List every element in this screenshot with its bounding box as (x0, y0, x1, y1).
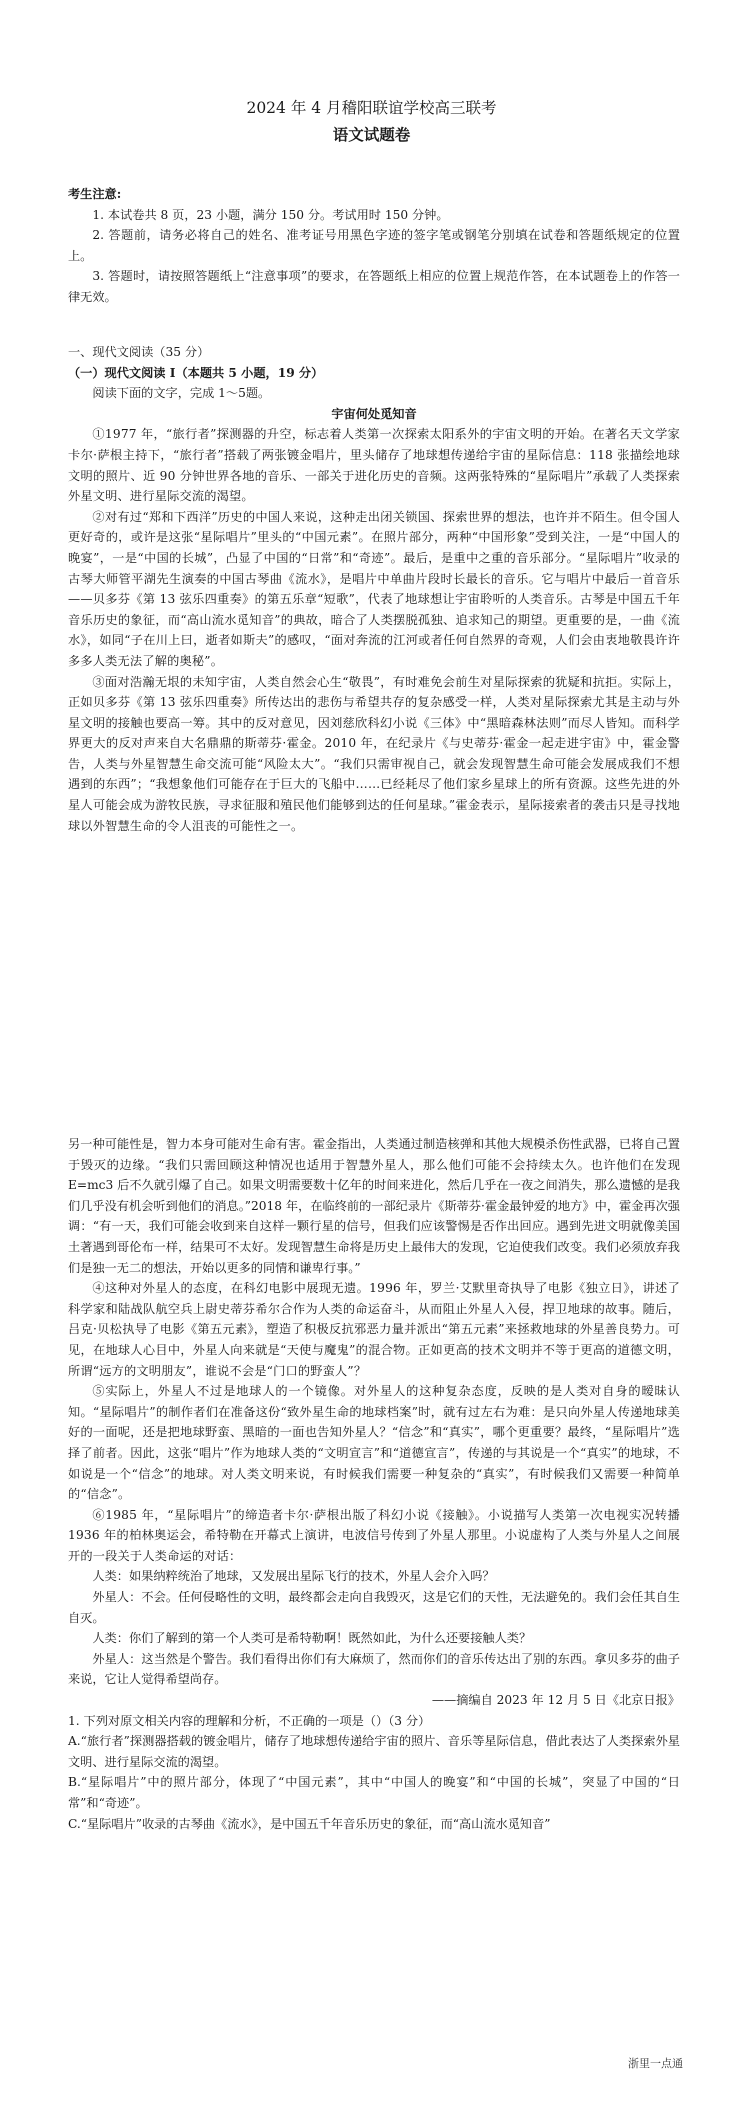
question-stem: 1. 下列对原文相关内容的理解和分析，不正确的一项是（）（3 分） (68, 1713, 431, 1728)
article-paragraph: ③面对浩瀚无垠的未知宇宙，人类自然会心生“敬畏”，有时难免会前生对星际探索的犹疑和抗拒。实际上，正如贝多芬《第 13 弦乐四重奏》所传达出的悲伤与希望共存的复杂感受一样，人类对星际探索尤其是主动与外星文明的接触也要高一筹。其中的反对意见，因刘慈欣科幻小说《三体》中“黑暗森林法则”而尽人皆知。而科学界更大的反对声来自大名鼎鼎的斯蒂芬·霍金。2010 年，在纪录片《与史蒂芬·霍金一起走进宇宙》中，霍金警告，人类与外星智慧生命交流可能“风险太大”。“我们只需审视自己，就会发现智慧生命可能会发展成我们不想遇到的东西”；“我想象他们可能存在于巨大的飞船中……已经耗尽了他们家乡星球上的所有资源。这些先进的外星人可能会成为游牧民族，寻求征服和殖民他们能够到达的任何星球。”霍金表示，星际接索者的袭击只是寻找地球以外智慧生命的令人沮丧的可能性之一。 (68, 674, 680, 833)
section-heading: 一、现代文阅读（35 分） (68, 345, 210, 359)
reading-section (68, 342, 680, 836)
notice-heading: 考生注意: (68, 187, 122, 201)
article-paragraph: ①1977 年，“旅行者”探测器的升空，标志着人类第一次探索太阳系外的宇宙文明的开始。在著名天文学家卡尔·萨根主持下，“旅行者”搭载了两张镀金唱片，里头储存了地球想传递给宇宙的星际信息：118 张描绘地球文明的照片、近 90 分钟世界各地的音乐、一部关于进化历史的音频。这两张特殊的“星际唱片”承载了人类探索外星文明、进行星际交流的渴望。 (68, 427, 680, 504)
notice-block (68, 184, 680, 308)
article-title: 宇宙何处觅知音 (331, 406, 417, 421)
reading-section-continued (68, 1134, 680, 1834)
brand-mark: 浙里一点通 (628, 2057, 683, 2070)
question-option: A.“旅行者”探测器搭载的镀金唱片，储存了地球想传递给宇宙的照片、音乐等星际信息，借此表达了人类探索外星文明、进行星际交流的渴望。 (68, 1734, 680, 1769)
dialogue-line: 外星人：这当然是个警告。我们看得出你们有大麻烦了，然而你们的音乐传达出了别的东西。拿贝多芬的曲子来说，它让人觉得希望尚存。 (68, 1651, 680, 1687)
dialogue-line: 人类：你们了解到的第一个人类可是希特勒啊！既然如此，为什么还要接触人类？ (92, 1631, 532, 1646)
question-option: B.“星际唱片”中的照片部分，体现了“中国元素”，其中“中国人的晚宴”和“中国的长城”，突显了中国的“日常”和“奇迹”。 (68, 1775, 680, 1810)
article-paragraph: 另一种可能性是，智力本身可能对生命有害。霍金指出，人类通过制造核弹和其他大规模杀伤性武器，已将自己置于毁灭的边缘。“我们只需回顾这种情况也适用于智慧外星人，那么他们可能不会持续太久。也许他们在发现 E=mc3 后不久就引爆了自己。如果文明需要数十亿年的时间来进化，然后几乎在一夜之间消失，那么遗憾的是我们几乎没有机会听到他们的消息。”2018 年，在临终前的一部纪录片《斯蒂芬·霍金最钟爱的地方》中，霍金再次强调：“有一天，我们可能会收到来自这样一颗行星的信号，但我们应该警惕是否作出回应。遇到先进文明就像美国土著遇到哥伦布一样，结果可不太好。发现智慧生命将是历史上最伟大的发现，它迫使我们改变。我们必须放弃我们是独一无二的想法，开始以更多的同情和谦卑行事。” (68, 1137, 680, 1275)
notice-item: 3. 答题时，请按照答题纸上“注意事项”的要求，在答题纸上相应的位置上规范作答，在本试题卷上的作答一律无效。 (68, 269, 680, 304)
header (0, 96, 743, 148)
notice-item: 1. 本试卷共 8 页，23 小题，满分 150 分。考试用时 150 分钟。 (92, 207, 449, 222)
dialogue-line: 人类：如果纳粹统治了地球，又发展出星际飞行的技术，外星人会介入吗？ (92, 1569, 495, 1584)
article-paragraph: ②对有过“郑和下西洋”历史的中国人来说，这种走出闭关锁国、探索世界的想法，也许并不陌生。但令国人更好奇的，或许是这张“星际唱片”里头的“中国元素”。在照片部分，两种“中国形象”受到关注，一是“中国人的晚宴”，一是“中国的长城”，凸显了中国的“日常”和“奇迹”。最后，是重中之重的音乐部分。“星际唱片”收录的古琴大师管平湖先生演奏的中国古琴曲《流水》，是唱片中单曲片段时长最长的音乐。它与唱片中最后一首音乐——贝多芬《第 13 弦乐四重奏》的第五乐章“短歌”，代表了地球想让宇宙聆听的人类音乐。古琴是中国五千年音乐历史的象征，而“高山流水觅知音”的典故，暗合了人类摆脱孤独、追求知己的期望。更重要的是，一曲《流水》，如同“子在川上曰，逝者如斯夫”的感叹，“面对奔流的江河或者任何自然界的奇观，人们会由衷地敬畏许许多多人类无法了解的奥秘”。 (68, 509, 680, 668)
article-paragraph: ⑤实际上，外星人不过是地球人的一个镜像。对外星人的这种复杂态度，反映的是人类对自身的暧昧认知。“星际唱片”的制作者们在准备这份“致外星生命的地球档案”时，就有过左右为难：是只向外星人传递地球美好的一面呢，还是把地球野蛮、黑暗的一面也告知外星人？“信念”和“真实”，哪个更重要？最终，“星际唱片”选择了前者。因此，这张“唱片”作为地球人类的“文明宣言”和“道德宣言”，传递的与其说是一个“真实”的地球，不如说是一个“信念”的地球。对人类文明来说，有时候我们需要一种复杂的“真实”，有时候我们又需要一种简单的“信念”。 (68, 1384, 680, 1502)
dialogue-line: 外星人：不会。任何侵略性的文明，最终都会走向自我毁灭，这是它们的天性，无法避免的。我们会任其自生自灭。 (68, 1590, 680, 1625)
instruction: 阅读下面的文字，完成 1～5题。 (92, 386, 271, 401)
article-paragraph: ⑥1985 年，“星际唱片”的缔造者卡尔·萨根出版了科幻小说《接触》。小说描写人类第一次电视实况转播 1936 年的柏林奥运会，希特勒在开幕式上演讲，电波信号传到了外星人那里。小说虚构了人类与外星人之间展开的一段关于人类命运的对话： (68, 1507, 680, 1563)
article-paragraph: ④这种对外星人的态度，在科幻电影中展现无遗。1996 年，罗兰·艾默里奇执导了电影《独立日》，讲述了科学家和陆战队航空兵上尉史蒂芬希尔合作为人类的命运奋斗，从而阻止外星人入侵，捍卫地球的故事。随后，吕克·贝松执导了电影《第五元素》，塑造了积极反抗邪恶力量并派出“第五元素”来拯救地球的外星善良势力。可见，在地球人心目中，外星人向来就是“天使与魔鬼”的混合物。正如更高的技术文明并不等于更高的道德文明，所谓“远方的文明朋友”，谁说不会是“门口的野蛮人”？ (68, 1281, 680, 1378)
question-option: C.“星际唱片”收录的古琴曲《流水》，是中国五千年音乐历史的象征，而“高山流水觅知音” (68, 1816, 551, 1831)
notice-item: 2. 答题前，请务必将自己的姓名、准考证号用黑色字迹的签字笔或钢笔分别填在试卷和答题纸规定的位置上。 (68, 228, 680, 263)
sub-section-heading: （一）现代文阅读 I（本题共 5 小题，19 分） (68, 365, 324, 380)
source-citation: ——摘编自 2023 年 12 月 5 日《北京日报》 (431, 1693, 680, 1708)
paper-title: 语文试题卷 (332, 125, 411, 144)
exam-title: 2024 年 4 月稽阳联谊学校高三联考 (246, 99, 497, 117)
